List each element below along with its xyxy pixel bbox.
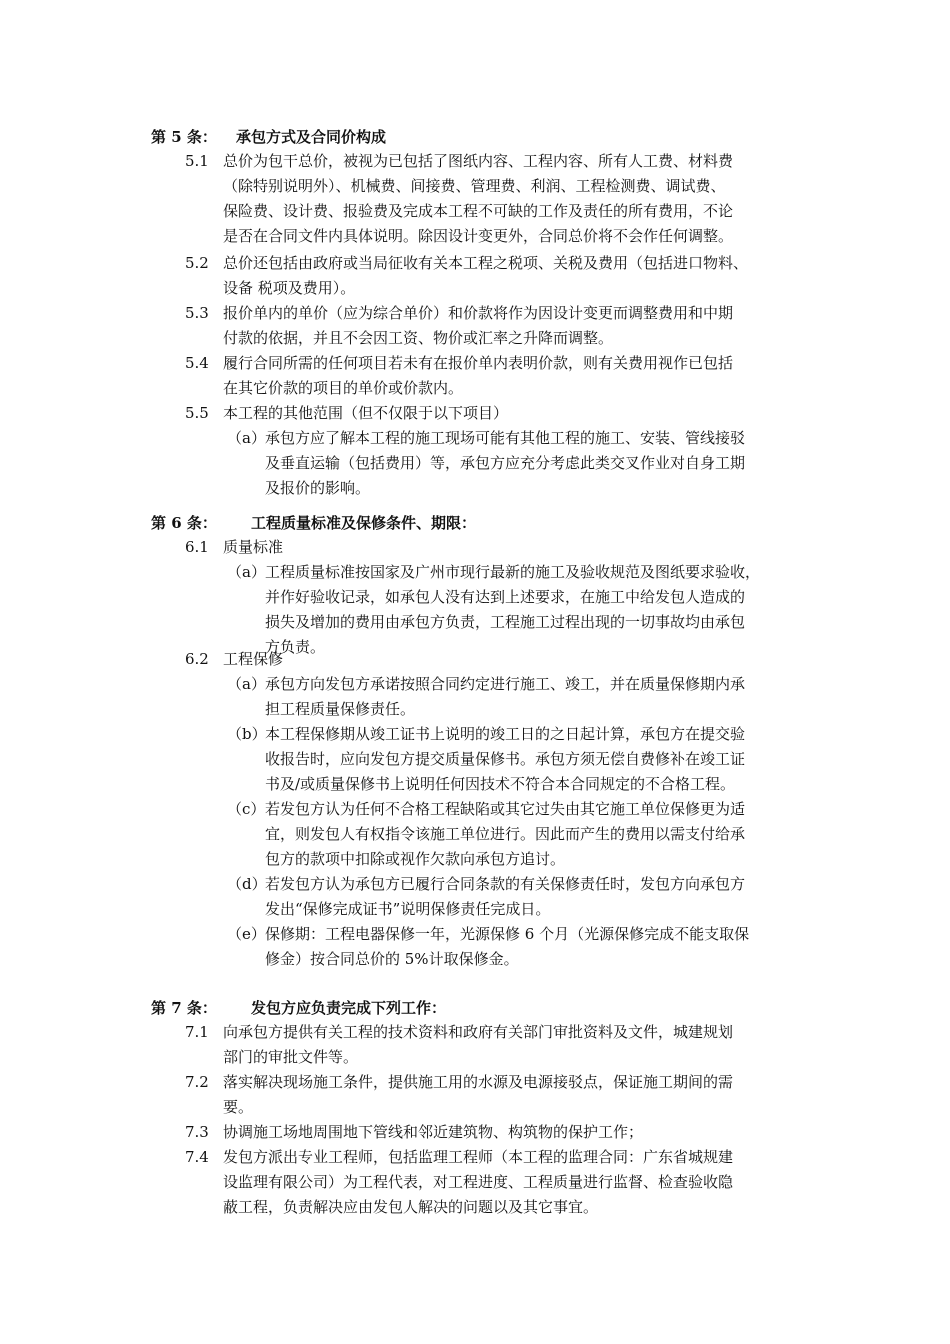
article-heading [151,125,387,149]
sub-clause-label: （e） [227,925,266,943]
sub-clause-text [265,797,825,872]
sub-clause-line: 承包方向发包方承诺按照合同约定进行施工、竣工，并在质量保修期内承 [265,675,746,693]
clause-line: 是否在合同文件内具体说明。除因设计变更外，合同总价将不会作任何调整。 [223,227,734,245]
clause-number: 7.2 [185,1073,209,1091]
clause-text [223,535,818,560]
clause-line: 质量标准 [223,538,284,556]
article-heading [151,996,447,1020]
clause-line: 协调施工场地周围地下管线和邻近建筑物、构筑物的保护工作； [223,1123,644,1141]
clause-line: 工程保修 [223,650,284,668]
clause-number: 7.1 [185,1023,209,1041]
clause-number: 7.4 [185,1148,209,1166]
clause-text [223,647,818,672]
clause-text [223,401,818,426]
sub-clause-text [265,922,825,972]
sub-clause-line: 及报价的影响。 [265,479,371,497]
clause-number: 5.5 [185,404,209,422]
clause-line: 发包方派出专业工程师，包括监理工程师（本工程的监理合同：广东省城规建 [223,1148,734,1166]
clause-text [223,251,818,301]
clause-line: 设备 税项及费用）。 [223,279,356,297]
clause-line: 付款的依据，并且不会因工资、物价或汇率之升降而调整。 [223,329,614,347]
sub-clause-line: 并作好验收记录，如承包人没有达到上述要求，在施工中给发包人造成的 [265,588,746,606]
article-heading [151,511,477,535]
clause-number: 5.4 [185,354,209,372]
clause-line: 设监理有限公司）为工程代表，对工程进度、工程质量进行监督、检查验收隐 [223,1173,734,1191]
sub-clause-label: （a） [227,675,266,693]
sub-clause-line: 损失及增加的费用由承包方负责，工程施工过程出现的一切事故均由承包 [265,613,746,631]
sub-clause-line: 收报告时，应向发包方提交质量保修书。承包方须无偿自费修补在竣工证 [265,750,746,768]
sub-clause-line: 若发包方认为任何不合格工程缺陷或其它过失由其它施工单位保修更为适 [265,800,746,818]
clause-number: 7.3 [185,1123,209,1141]
clause-line: 向承包方提供有关工程的技术资料和政府有关部门审批资料及文件，城建规划 [223,1023,734,1041]
sub-clause-text [265,672,825,722]
sub-clause-text [265,560,825,660]
sub-clause-text [265,426,825,501]
clause-text [223,1145,818,1220]
sub-clause-line: 担工程质量保修责任。 [265,700,416,718]
clause-text [223,149,818,249]
clause-line: 总价还包括由政府或当局征收有关本工程之税项、关税及费用（包括进口物料、 [223,254,749,272]
article-number: 第 5 条： [151,128,217,146]
sub-clause-line: 宜，则发包人有权指令该施工单位进行。因此而产生的费用以需支付给承 [265,825,746,843]
sub-clause-label: （a） [227,563,266,581]
article-number: 第 6 条： [151,514,217,532]
clause-number: 5.2 [185,254,209,272]
article-number: 第 7 条： [151,999,217,1017]
sub-clause-text [265,722,825,797]
clause-line: 落实解决现场施工条件，提供施工用的水源及电源接驳点，保证施工期间的需 [223,1073,734,1091]
sub-clause-text [265,872,825,922]
sub-clause-line: 修金）按合同总价的 5%计取保修金。 [265,950,519,968]
sub-clause-line: 若发包方认为承包方已履行合同条款的有关保修责任时，发包方向承包方 [265,875,746,893]
clause-line: 要。 [223,1098,254,1116]
clause-line: 在其它价款的项目的单价或价款内。 [223,379,464,397]
clause-line: 保险费、设计费、报验费及完成本工程不可缺的工作及责任的所有费用，不论 [223,202,734,220]
sub-clause-label: （b） [227,725,267,743]
sub-clause-label: （d） [227,875,267,893]
clause-number: 5.3 [185,304,209,322]
clause-line: 履行合同所需的任何项目若未有在报价单内表明价款，则有关费用视作已包括 [223,354,734,372]
clause-number: 6.1 [185,538,209,556]
sub-clause-label: （a） [227,429,266,447]
clause-text [223,301,818,351]
sub-clause-line: 及垂直运输（包括费用）等，承包方应充分考虑此类交叉作业对自身工期 [265,454,746,472]
sub-clause-line: 书及/或质量保修书上说明任何因技术不符合本合同规定的不合格工程。 [265,775,736,793]
sub-clause-line: 工程质量标准按国家及广州市现行最新的施工及验收规范及图纸要求验收， [265,563,761,581]
sub-clause-label: （c） [227,800,266,818]
clause-line: （除特别说明外）、机械费、间接费、管理费、利润、工程检测费、调试费、 [223,177,726,195]
clause-number: 5.1 [185,152,209,170]
article-title: 工程质量标准及保修条件、期限： [251,514,477,532]
sub-clause-line: 承包方应了解本工程的施工现场可能有其他工程的施工、安装、管线接驳 [265,429,746,447]
clause-text [223,1120,818,1145]
clause-line: 报价单内的单价（应为综合单价）和价款将作为因设计变更而调整费用和中期 [223,304,734,322]
sub-clause-line: 包方的款项中扣除或视作欠款向承包方追讨。 [265,850,566,868]
article-title: 发包方应负责完成下列工作： [251,999,447,1017]
clause-line: 部门的审批文件等。 [223,1048,359,1066]
clause-text [223,1070,818,1120]
sub-clause-line: 保修期：工程电器保修一年，光源保修 6 个月（光源保修完成不能支取保 [265,925,750,943]
clause-number: 6.2 [185,650,209,668]
clause-text [223,1020,818,1070]
clause-line: 蔽工程，负责解决应由发包人解决的问题以及其它事宜。 [223,1198,599,1216]
sub-clause-line: 方负责。 [265,638,326,656]
sub-clause-line: 发出“保修完成证书”说明保修责任完成日。 [265,900,551,918]
clause-text [223,351,818,401]
article-title: 承包方式及合同价构成 [236,128,387,146]
sub-clause-line: 本工程保修期从竣工证书上说明的竣工日的之日起计算，承包方在提交验 [265,725,746,743]
clause-line: 总价为包干总价，被视为已包括了图纸内容、工程内容、所有人工费、材料费 [223,152,734,170]
clause-line: 本工程的其他范围（但不仅限于以下项目） [223,404,509,422]
